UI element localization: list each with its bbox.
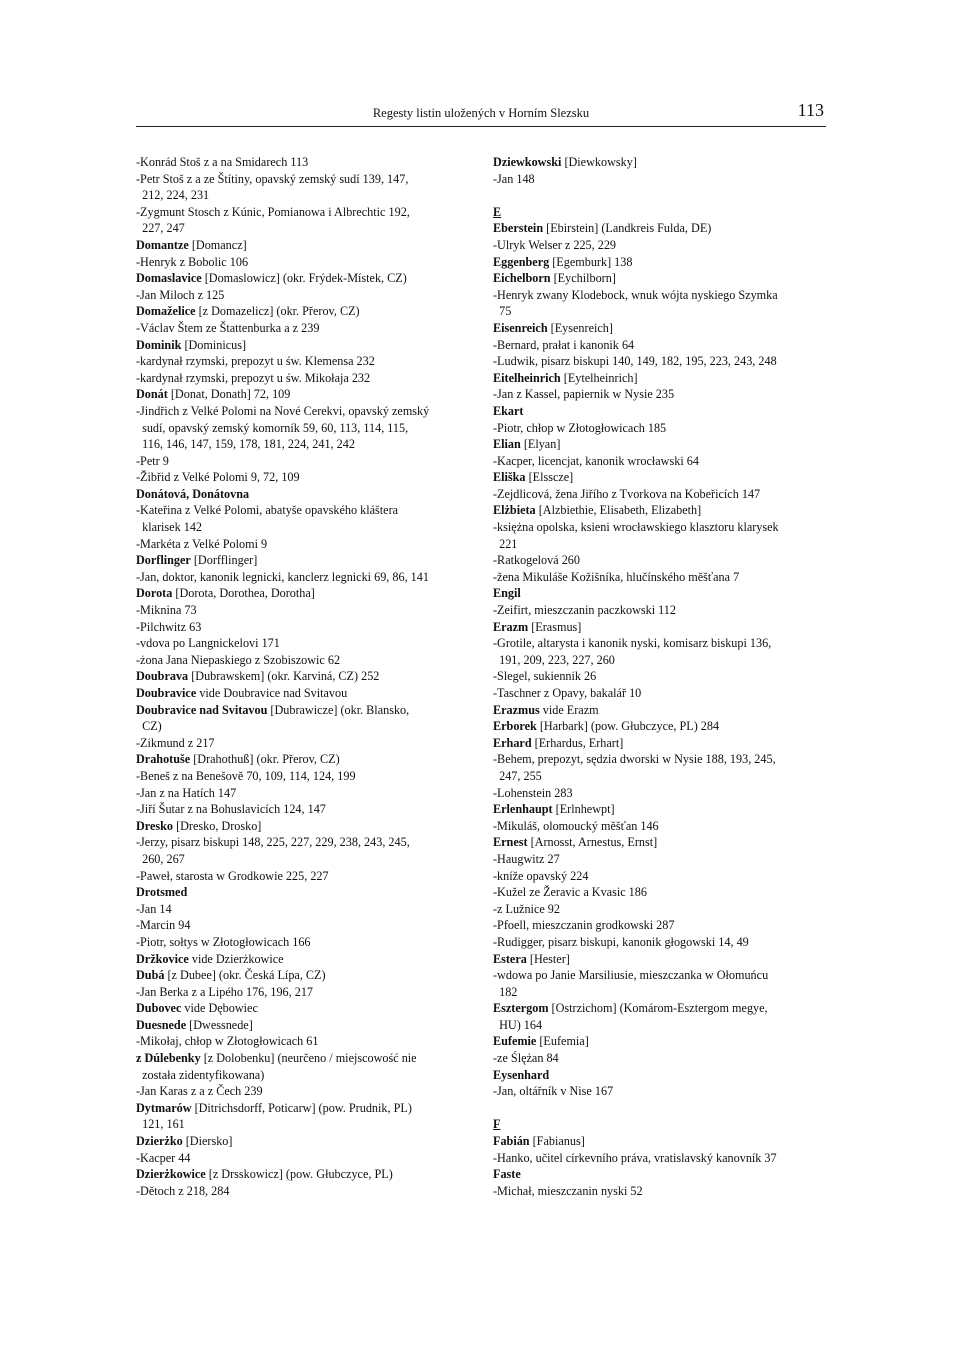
headword-details: [Drahothuß] (okr. Přerov, CZ) [190,752,340,767]
headword: Dorota [136,586,173,601]
index-entry-line: -żona Jana Niepaskiego z Szobiszowic 62 [136,652,341,667]
index-entry-line: -Pfoell, mieszczanin grodkowski 287 [493,918,675,933]
index-headword-line [136,386,481,403]
index-headword-line [136,1000,481,1017]
headword-details: [Ebirstein] (Landkreis Fulda, DE) [543,221,712,236]
index-entry-line: -Henryk z Bobolic 106 [136,254,249,269]
index-entry-line: -z Lužnice 92 [493,901,560,916]
index-headword-line [136,951,481,968]
headword: Eichelborn [493,271,551,286]
headword-details: [z Drsskowicz] (pow. Głubczyce, PL) [205,1167,393,1182]
index-entry-line: -księżna opolska, ksieni wrocławskiego klasztoru klarysek [493,520,779,535]
index-headword-line [493,320,828,337]
headword-details: [Dorota, Dorothea, Dorotha] [172,586,315,601]
index-entry-line: -Jan z Kassel, papiernik w Nysie 235 [493,387,675,402]
index-entry-line: 212, 224, 231 [136,188,210,203]
index-entry-line: -Kacper 44 [136,1150,191,1165]
headword-details: [Ostrzichom] (Komárom-Esztergom megye, [548,1001,768,1016]
index-headword-line [136,967,481,984]
index-headword-line [136,585,481,602]
index-entry-line: 221 [493,536,518,551]
headword: Drotsmed [136,885,188,900]
index-entry-line: 75 [493,304,512,319]
index-entry-line: -Marcin 94 [136,918,191,933]
index-entry-line: -Slegel, sukiennik 26 [493,669,597,684]
headword-details: [Hester] [526,951,570,966]
index-entry-line: -Paweł, starosta w Grodkowie 225, 227 [136,868,329,883]
index-entry-line: -Jan Miloch z 125 [136,287,225,302]
headword: Elżbieta [493,503,536,518]
headword: Držkovice [136,951,189,966]
index-headword-line [136,486,481,503]
index-headword-line [493,1033,828,1050]
index-entry-line: -Jerzy, pisarz biskupi 148, 225, 227, 229, 238, 243, 245, [136,835,410,850]
index-entry-line: -ze Ślężan 84 [493,1051,559,1066]
index-entry-line: -Jan Karas z a z Čech 239 [136,1084,263,1099]
index-entry-line: klarisek 142 [136,520,203,535]
headword-details: [Domaslowicz] (okr. Frýdek-Místek, CZ) [201,271,407,286]
headword-details: [Alzbiethie, Elisabeth, Elizabeth] [535,503,702,518]
index-headword-line [493,1133,828,1150]
index-headword-line [493,469,828,486]
headword-details: [Dubrawicze] (okr. Blansko, [267,702,410,717]
headword-details: [Harbark] (pow. Głubczyce, PL) 284 [536,719,720,734]
index-entry-line: CZ) [136,719,162,734]
index-entry-line: -Miknina 73 [136,603,197,618]
headword: Estera [493,951,527,966]
index-entry-line: -Jan z na Hatích 147 [136,785,237,800]
page-number: 113 [797,100,824,120]
index-headword-line [493,619,828,636]
index-headword-line [136,1100,481,1117]
index-entry-line: -wdowa po Janie Marsiliusie, mieszczanka w Ołomuńcu [493,968,769,983]
headword: Elian [493,437,521,452]
index-headword-line [493,1000,828,1017]
index-entry-line: -Jindřich z Velké Polomi na Nové Cerekvi, opavský zemský [136,403,430,418]
index-entry-line: -Hanko, učitel církevního práva, vratislavský kanovník 37 [493,1150,777,1165]
index-headword-line [136,702,481,719]
headword-details: [z Dubee] (okr. Česká Lípa, CZ) [164,968,326,983]
headword-details: [Elyan] [520,437,561,452]
index-entry-line: -Mikuláš, olomoucký měšťan 146 [493,818,659,833]
index-entry-line: -Jan 148 [493,171,535,186]
index-headword-line [136,751,481,768]
index-entry-line: -Václav Štem ze Štattenburka a z 239 [136,320,320,335]
index-entry-line: -Henryk zwany Klodebock, wnuk wójta nyskiego Szymka [493,287,778,302]
headword: Fabián [493,1134,530,1149]
index-headword-line [493,220,828,237]
index-headword-line [136,818,481,835]
index-entry-line: -kardynał rzymski, prepozyt u św. Mikołaja 232 [136,370,371,385]
index-entry-line: -Jan Berka z a Lipého 176, 196, 217 [136,984,314,999]
index-entry-line: -Pilchwitz 63 [136,619,202,634]
headword-details: [Arnosst, Arnestus, Ernst] [527,835,658,850]
headword: Dresko [136,818,174,833]
headword: Doubrava [136,669,189,684]
index-entry-line: -Rudigger, pisarz biskupi, kanonik głogowski 14, 49 [493,934,749,949]
headword-details: [Elsscze] [525,470,574,485]
index-entry-line: -Behem, prepozyt, sędzia dworski w Nysie 188, 193, 245, [493,752,776,767]
headword-details: [Diewkowsky] [561,155,637,169]
headword-details: [Erlnhewpt] [552,802,615,817]
index-entry-line: -Jiří Šutar z na Bohuslavicích 124, 147 [136,802,326,817]
index-entry-line: 247, 255 [493,768,542,783]
index-entry-line: -Piotr, sołtys w Złotogłowicach 166 [136,934,311,949]
index-headword-line [493,801,828,818]
index-entry-line: -Taschner z Opavy, bakalář 10 [493,686,642,700]
headword-details: [z Domazelicz] (okr. Přerov, CZ) [195,304,360,319]
headword: Erhard [493,735,532,750]
headword-details: [Egemburk] 138 [549,254,633,269]
headword-details: [Dominicus] [181,337,247,352]
section-letter: F [493,1117,501,1132]
headword: Engil [493,586,521,601]
index-entry-line: -Grotile, altarysta i kanonik nyski, komisarz biskupi 136, [493,636,772,651]
headword-details: [Eytelheinrich] [560,370,638,385]
headword: Erazm [493,619,529,634]
index-headword-line [493,951,828,968]
index-headword-line [136,337,481,354]
index-entry-line: -Ratkogelová 260 [493,553,580,568]
index-headword-line [136,1133,481,1150]
headword: Dubovec [136,1001,182,1016]
headword-details: [Eychilborn] [550,271,616,286]
index-entry-line: -Zikmund z 217 [136,735,215,750]
index-headword-line [136,237,481,254]
headword: Dzierżko [136,1134,183,1149]
headword: Eisenreich [493,320,548,335]
headword: Erlenhaupt [493,802,553,817]
index-column-left [136,154,481,1199]
index-entry-line: -Kužel ze Žeravic a Kvasic 186 [493,885,647,900]
index-entry-line: -Michał, mieszczanin nyski 52 [493,1183,643,1198]
index-entry-line: -Zeifirt, mieszczanin paczkowski 112 [493,603,676,618]
index-headword-line [493,502,828,519]
index-entry-line: 227, 247 [136,221,185,236]
index-entry-line: została zidentyfikowana) [136,1067,265,1082]
index-entry-line: 191, 209, 223, 227, 260 [493,652,615,667]
headword-details: [Eufemia] [536,1034,589,1049]
headword: Eufemie [493,1034,537,1049]
index-entry-line: -Zygmunt Stosch z Kúnic, Pomianowa i Albrechtic 192, [136,204,410,219]
headword: Dorflinger [136,553,191,568]
index-entry-line: -Petr Stoš z a ze Štítiny, opavský zemský sudí 139, 147, [136,171,409,186]
index-entry-line: -Petr 9 [136,453,169,468]
index-headword-line [493,1166,828,1183]
index-entry-line: -Ulryk Welser z 225, 229 [493,237,617,252]
headword-details: [Ditrichsdorff, Poticarw] (pow. Prudnik, PL) [191,1100,412,1115]
index-entry-line: 260, 267 [136,851,185,866]
index-headword-line [493,403,828,420]
index-headword-line [493,1067,828,1084]
headword: Duesnede [136,1017,187,1032]
headword: Doubravice [136,686,197,700]
section-letter: E [493,204,502,219]
index-entry-line: -Kateřina z Velké Polomi, abatyše opavského kláštera [136,503,399,518]
index-entry-line: -Bernard, prałat i kanonik 64 [493,337,635,352]
headword-details: [Erhardus, Erhart] [531,735,624,750]
headword-details: [Donat, Donath] 72, 109 [167,387,291,402]
headword-details: [Erasmus] [528,619,582,634]
headword: Dzierżkowice [136,1167,206,1182]
headword: Eitelheinrich [493,370,561,385]
index-headword-line [136,884,481,901]
headword: Ernest [493,835,528,850]
index-entry-line: -Žibřid z Velké Polomi 9, 72, 109 [136,470,300,485]
index-entry-line: -Zejdlicová, žena Jiřího z Tvorkova na Kobeřicích 147 [493,486,761,501]
headword-details: vide Dębowiec [181,1001,258,1016]
running-header [136,100,826,127]
index-headword-line [493,154,828,171]
index-headword-line [493,702,828,719]
index-headword-line [136,1050,481,1067]
headword: Donátová, Donátovna [136,486,250,501]
headword-details: [z Dolobenku] (neurčeno / miejscowość nie [200,1051,417,1066]
headword-details: vide Doubravice nad Svitavou [196,686,348,700]
headword: Erazmus [493,702,540,717]
headword-details: [Dorfflinger] [190,553,258,568]
index-headword-line [136,270,481,287]
index-entry-line: sudí, opavský zemský komorník 59, 60, 113, 114, 115, [136,420,409,435]
index-entry-line: -Dětoch z 218, 284 [136,1183,230,1198]
headword: Dominik [136,337,182,352]
index-headword-line [493,370,828,387]
index-entry-line: -Ludwik, pisarz biskupi 140, 149, 182, 195, 223, 243, 248 [493,354,777,369]
index-entry-line: HU) 164 [493,1017,543,1032]
index-headword-line [136,303,481,320]
index-headword-line [493,254,828,271]
headword-details: [Domancz] [188,237,247,252]
headword: Erborek [493,719,537,734]
index-entry-line: -Jan, doktor, kanonik legnicki, kanclerz legnicki 69, 86, 141 [136,569,429,584]
headword: Domantze [136,237,189,252]
headword: Dziewkowski [493,155,562,169]
headword-details: vide Erazm [539,702,599,717]
index-headword-line [493,436,828,453]
headword: Ekart [493,403,524,418]
headword-details: vide Dzierżkowice [188,951,284,966]
header-title: Regesty listin uložených v Horním Slezsku [372,106,590,120]
headword: Faste [493,1167,521,1182]
index-entry-line: -Piotr, chłop w Złotogłowicach 185 [493,420,667,435]
index-headword-line [493,834,828,851]
index-headword-line [493,735,828,752]
index-entry-line: -Mikołaj, chłop w Złotogłowicach 61 [136,1034,319,1049]
index-entry-line: -Jan 14 [136,901,172,916]
headword: Doubravice nad Svitavou [136,702,268,717]
index-entry-line: 116, 146, 147, 159, 178, 181, 224, 241, 242 [136,437,355,452]
headword: Donát [136,387,168,402]
headword: Eliška [493,470,526,485]
index-entry-line: -Beneš z na Benešově 70, 109, 114, 124, 199 [136,768,356,783]
headword: Domaželice [136,304,196,319]
headword: Drahotuše [136,752,191,767]
headword: Eberstein [493,221,544,236]
index-headword-line [493,270,828,287]
index-headword-line [493,718,828,735]
index-entry-line: -kníže opavský 224 [493,868,589,883]
index-column-right [493,154,828,1199]
headword: Dubá [136,968,165,983]
index-entry-line: -Lohenstein 283 [493,785,573,800]
index-headword-line [136,1166,481,1183]
index-entry-line: -kardynał rzymski, prepozyt u św. Klemensa 232 [136,354,375,369]
headword: z Dúlebenky [136,1051,201,1066]
headword-details: [Dubrawskem] (okr. Karviná, CZ) 252 [188,669,380,684]
index-entry-line: -Markéta z Velké Polomi 9 [136,536,268,551]
headword-details: [Fabianus] [529,1134,585,1149]
index-headword-line [136,1017,481,1034]
index-entry-line: 121, 161 [136,1117,185,1132]
headword-details: [Dresko, Drosko] [173,818,262,833]
headword: Eggenberg [493,254,550,269]
index-headword-line [136,668,481,685]
index-headword-line [136,685,481,702]
headword: Esztergom [493,1001,549,1016]
headword-details: [Eysenreich] [547,320,613,335]
headword-details: [Dwessnede] [186,1017,253,1032]
headword: Dytmarów [136,1100,192,1115]
index-entry-line: 182 [493,984,518,999]
index-entry-line: -Konrád Stoš z a na Smidarech 113 [136,155,309,169]
index-entry-line: -vdova po Langnickelovi 171 [136,636,280,651]
headword: Eysenhard [493,1067,550,1082]
index-entry-line: -žena Mikuláše Kožišníka, hlučínského měšťana 7 [493,569,740,584]
index-headword-line [493,585,828,602]
headword: Domaslavice [136,271,202,286]
index-entry-line: -Haugwitz 27 [493,851,560,866]
index-entry-line: -Jan, oltářník v Nise 167 [493,1084,614,1099]
headword-details: [Diersko] [182,1134,233,1149]
index-entry-line: -Kacper, licencjat, kanonik wrocławski 64 [493,453,699,468]
index-headword-line [136,552,481,569]
